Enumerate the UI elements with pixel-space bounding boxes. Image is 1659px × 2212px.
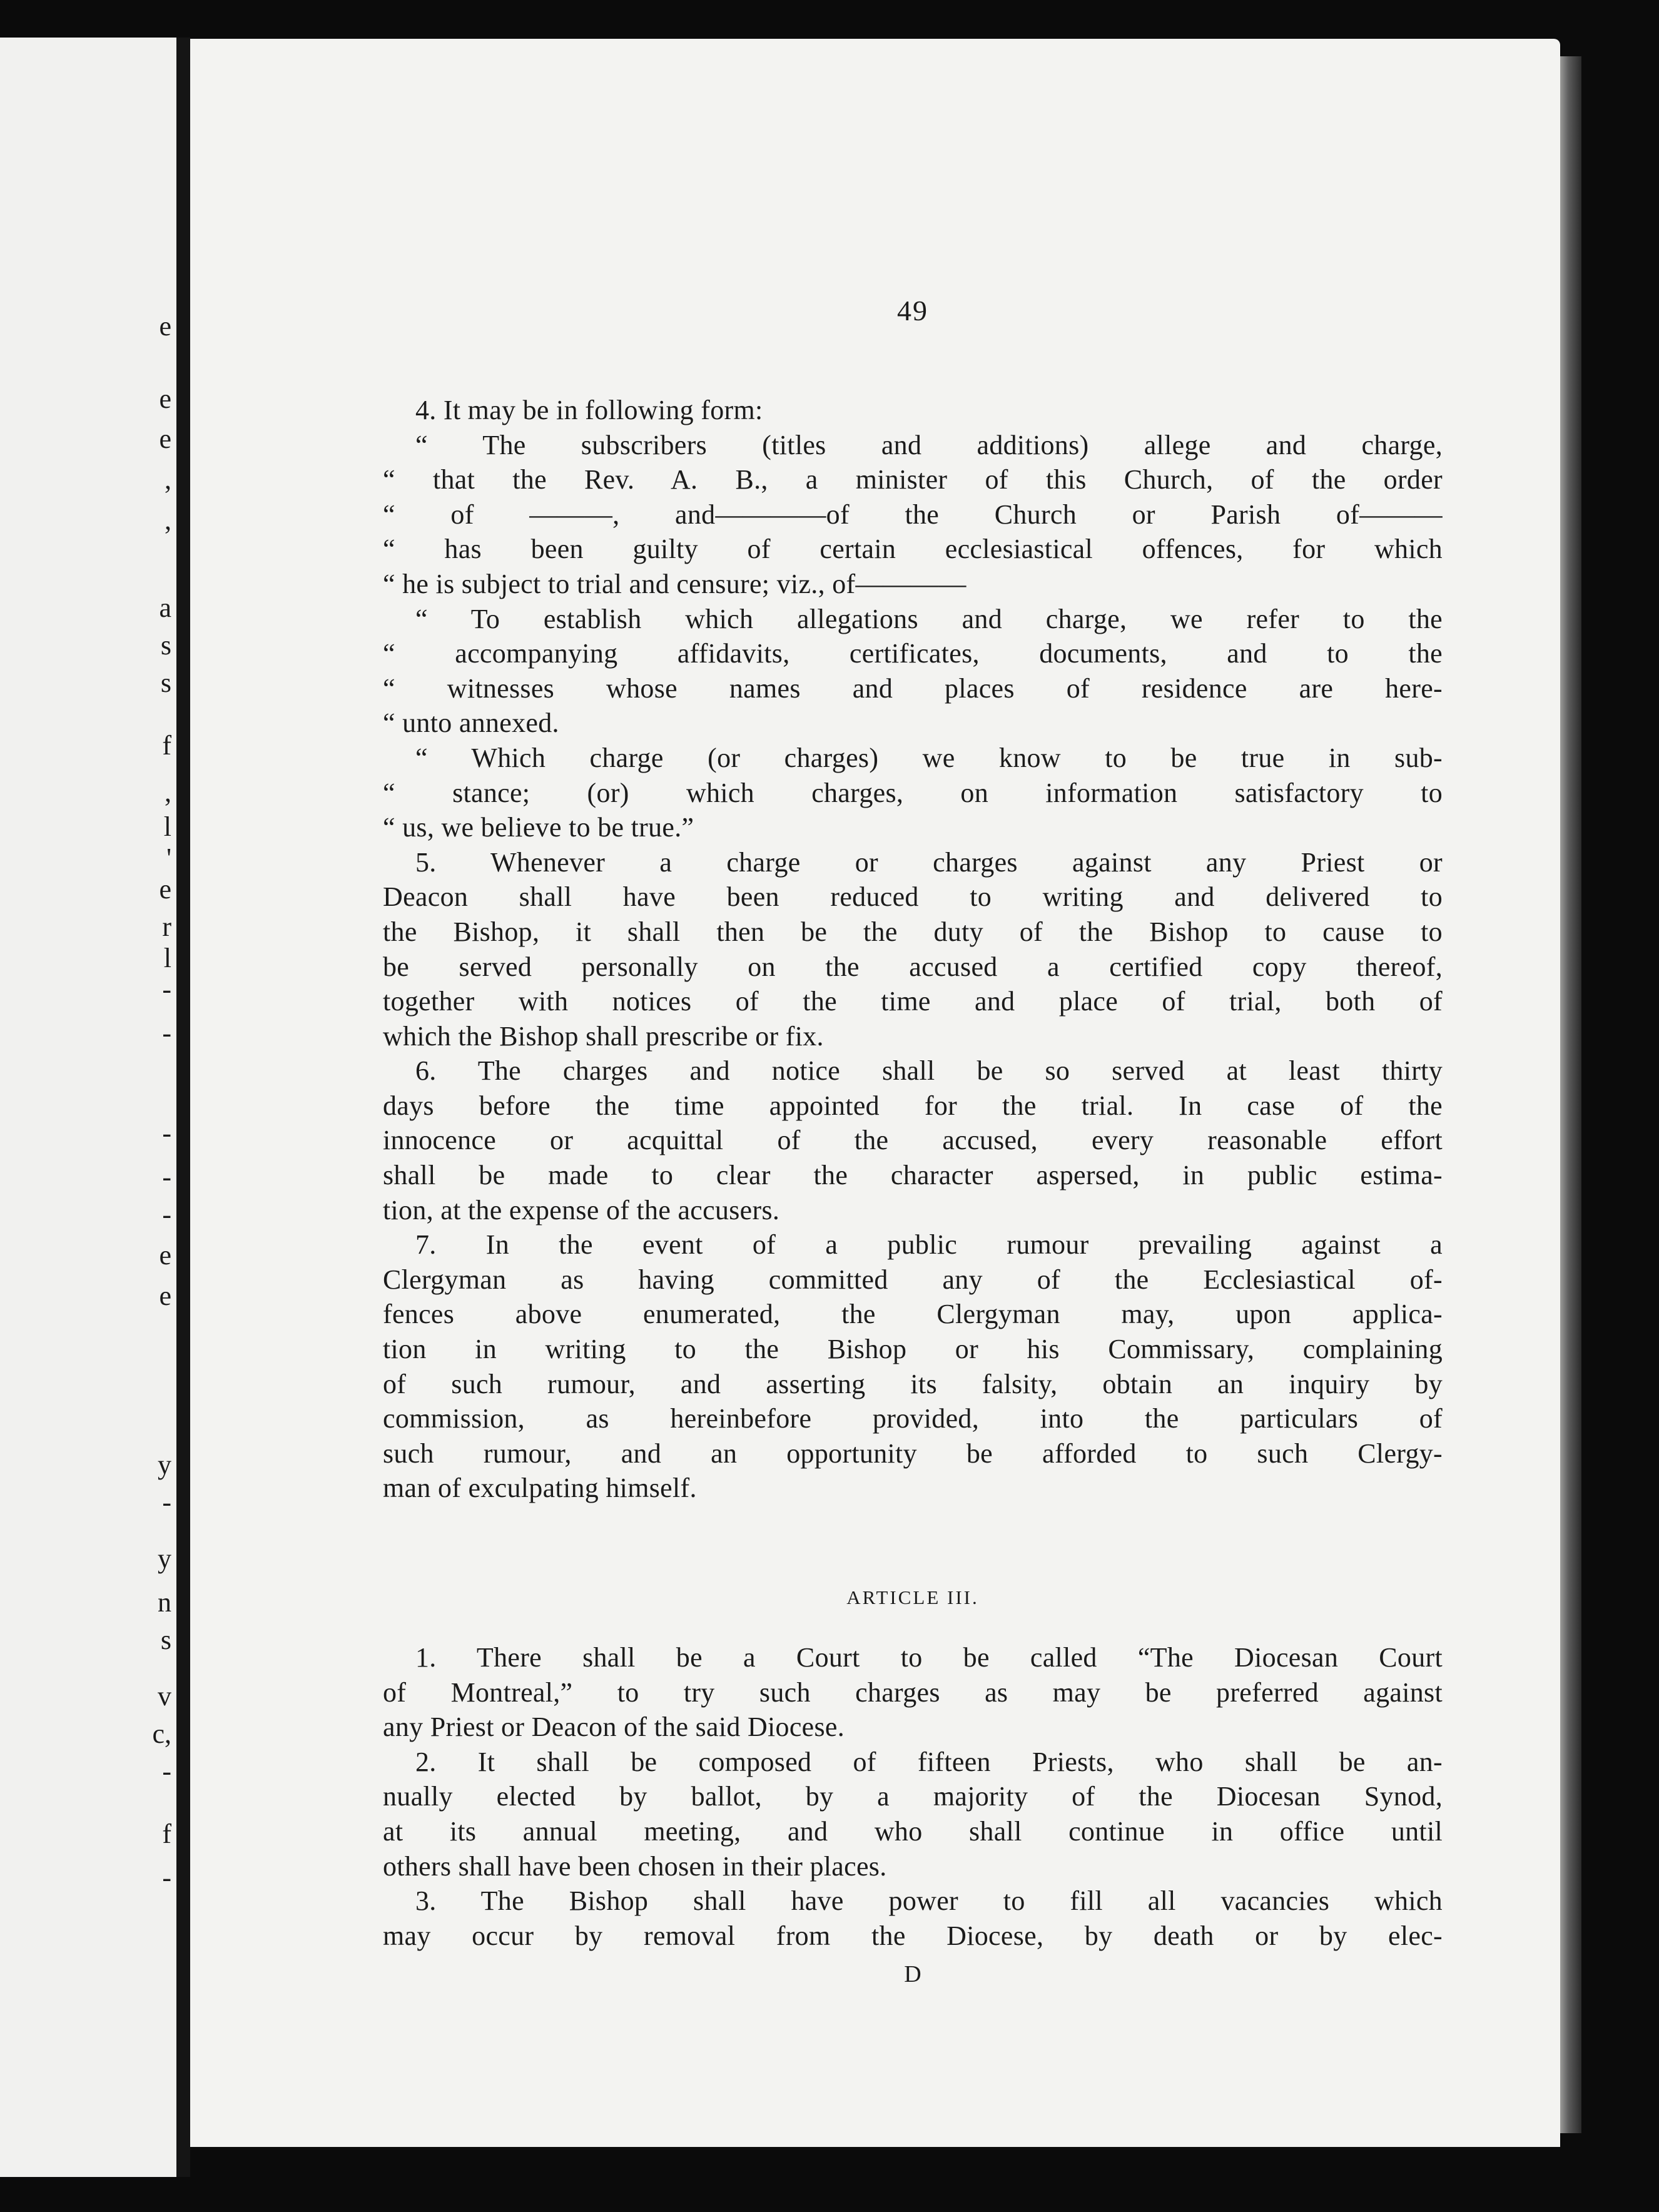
- text-line: shall be made to clear the character aspersed, in public estima-: [383, 1160, 1443, 1191]
- articles-continuation: [383, 393, 1443, 1506]
- text-line: at its annual meeting, and who shall continue in office until: [383, 1815, 1443, 1847]
- text-line: together with notices of the time and place of trial, both of: [383, 986, 1443, 1017]
- text-line: of such rumour, and asserting its falsity, obtain an inquiry by: [383, 1368, 1443, 1399]
- facing-page-fragment: ,: [165, 505, 171, 535]
- facing-page-fragment: s: [160, 667, 171, 698]
- facing-page-fragment: e: [159, 383, 171, 414]
- text-line: “ us, we believe to be true.”: [383, 812, 694, 843]
- text-line: man of exculpating himself.: [383, 1473, 697, 1504]
- facing-page-fragment: l: [163, 811, 171, 842]
- text-line: tion, at the expense of the accusers.: [383, 1194, 780, 1225]
- facing-page-fragment: n: [158, 1587, 171, 1618]
- text-line: “ The subscribers (titles and additions) allege and charge,: [415, 429, 1443, 460]
- text-line: “ stance; (or) which charges, on information satisfactory to: [383, 777, 1443, 808]
- facing-page-fragment: f: [162, 730, 171, 761]
- text-line: commission, as hereinbefore provided, into the particulars of: [383, 1403, 1443, 1434]
- text-line: be served personally on the accused a certified copy thereof,: [383, 951, 1443, 982]
- facing-page-fragment: e: [159, 424, 171, 454]
- facing-page-fragment: y: [158, 1543, 171, 1574]
- facing-page-fragment: -: [162, 1862, 171, 1893]
- text-line: which the Bishop shall prescribe or fix.: [383, 1020, 824, 1052]
- text-line: “ has been guilty of certain ecclesiastical offences, for which: [383, 534, 1443, 565]
- text-line: “ Which charge (or charges) we know to be true in sub-: [415, 742, 1443, 773]
- facing-page-edge: [0, 38, 176, 2177]
- text-line: 2. It shall be composed of fifteen Priests, who shall be an-: [415, 1746, 1443, 1777]
- page-number: 49: [897, 295, 928, 327]
- text-line: “ To establish which allegations and charge, we refer to the: [415, 603, 1443, 634]
- text-line: “ of ———, and————of the Church or Parish of———: [383, 499, 1443, 530]
- facing-page-fragment: e: [159, 311, 171, 342]
- facing-page-fragment: -: [162, 974, 171, 1005]
- facing-page-fragment: -: [162, 1018, 171, 1048]
- text-line: tion in writing to the Bishop or his Commissary, complaining: [383, 1334, 1443, 1365]
- text-line: “ unto annexed.: [383, 708, 559, 739]
- article-heading: ARTICLE III.: [846, 1586, 979, 1608]
- text-line: “ he is subject to trial and censure; viz., of————: [383, 568, 966, 599]
- text-line: the Bishop, it shall then be the duty of the Bishop to cause to: [383, 916, 1443, 947]
- facing-page-fragment: a: [159, 592, 171, 623]
- scanned-page: [190, 39, 1560, 2147]
- text-line: days before the time appointed for the trial. In case of the: [383, 1090, 1443, 1121]
- facing-page-fragment: e: [159, 1281, 171, 1311]
- text-line: 1. There shall be a Court to be called “The Diocesan Court: [415, 1642, 1443, 1673]
- text-line: 6. The charges and notice shall be so served at least thirty: [415, 1055, 1443, 1087]
- text-line: nually elected by ballot, by a majority of the Diocesan Synod,: [383, 1781, 1443, 1812]
- article-iii-body: [383, 1640, 1443, 1953]
- text-line: Deacon shall have been reduced to writing and delivered to: [383, 881, 1443, 913]
- text-line: others shall have been chosen in their places.: [383, 1850, 887, 1882]
- text-line: any Priest or Deacon of the said Diocese.: [383, 1712, 845, 1743]
- facing-page-fragment: -: [162, 1756, 171, 1787]
- facing-page-fragment: ,: [165, 777, 171, 808]
- facing-page-fragment: c,: [152, 1718, 171, 1749]
- text-line: such rumour, and an opportunity be afforded to such Clergy-: [383, 1438, 1443, 1469]
- text-line: 3. The Bishop shall have power to fill all vacancies which: [415, 1885, 1443, 1917]
- text-line: “ witnesses whose names and places of residence are here-: [383, 672, 1443, 704]
- facing-page-fragment: e: [159, 874, 171, 905]
- text-line: fences above enumerated, the Clergyman may, upon applica-: [383, 1299, 1443, 1330]
- facing-page-fragment: -: [162, 1162, 171, 1192]
- text-line: innocence or acquittal of the accused, every reasonable effort: [383, 1125, 1443, 1156]
- text-line: 4. It may be in following form:: [415, 395, 763, 425]
- text-line: Clergyman as having committed any of the Ecclesiastical of-: [383, 1264, 1443, 1295]
- text-line: may occur by removal from the Diocese, by death or by elec-: [383, 1920, 1443, 1951]
- facing-page-fragment: -: [162, 1199, 171, 1230]
- facing-page-fragment: s: [160, 630, 171, 661]
- text-line: of Montreal,” to try such charges as may be preferred against: [383, 1677, 1443, 1708]
- facing-page-fragment: y: [158, 1449, 171, 1480]
- text-line: “ accompanying affidavits, certificates, documents, and to the: [383, 638, 1443, 669]
- text-line: “ that the Rev. A. B., a minister of this Church, of the order: [383, 464, 1443, 495]
- facing-page-fragment: f: [162, 1819, 171, 1849]
- text-line: 5. Whenever a charge or charges against any Priest or: [415, 846, 1443, 878]
- facing-page-fragment: v: [158, 1681, 171, 1712]
- signature-mark: D: [904, 1961, 921, 1987]
- book-gutter: [176, 38, 190, 2177]
- page-edge-shadow: [1560, 56, 1581, 2133]
- facing-page-fragment: -: [162, 1118, 171, 1149]
- facing-page-fragment: r: [162, 911, 171, 942]
- facing-page-fragment: -: [162, 1487, 171, 1518]
- facing-page-fragment: s: [160, 1625, 171, 1655]
- facing-page-fragment: e: [159, 1240, 171, 1271]
- facing-page-fragment: ': [166, 843, 171, 873]
- facing-page-fragment: ,: [165, 464, 171, 495]
- facing-page-fragment: l: [163, 943, 171, 973]
- text-line: 7. In the event of a public rumour prevailing against a: [415, 1229, 1443, 1261]
